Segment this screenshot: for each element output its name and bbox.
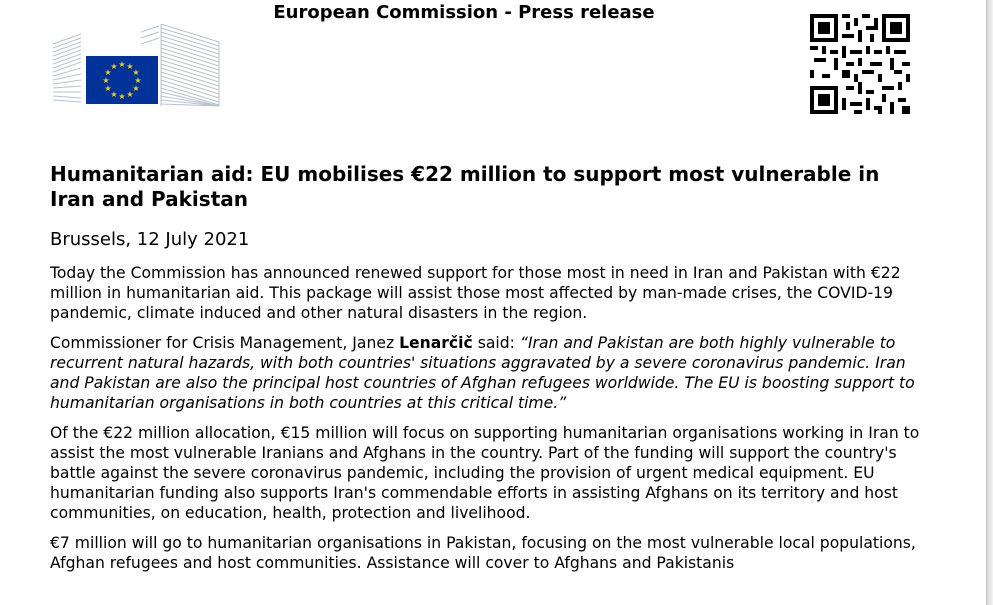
- svg-text:★: ★: [102, 76, 110, 85]
- dateline: Brussels, 12 July 2021: [50, 229, 250, 250]
- svg-text:★: ★: [118, 60, 126, 69]
- svg-text:★: ★: [134, 76, 142, 85]
- paragraph-commissioner-quote: [50, 333, 930, 413]
- svg-text:★: ★: [132, 84, 140, 93]
- svg-text:★: ★: [126, 62, 134, 71]
- svg-text:★: ★: [118, 92, 126, 101]
- european-commission-logo: [51, 24, 221, 108]
- said-text: said:: [472, 334, 520, 352]
- article-body: [50, 263, 930, 583]
- svg-text:★: ★: [132, 68, 140, 77]
- commissioner-name: Lenarčič: [399, 334, 473, 352]
- paragraph-iran-allocation: Of the €22 million allocation, €15 million will focus on supporting humanitarian organisations working in Iran to assist the most vulnerable Iranians and Afghans in the country. Part of the funding will support the country's battle against the severe coronavirus pandemic, including the provision of urgent medical equipment. EU humanitarian funding also supports Iran's commendable efforts in assisting Afghans on its territory and host communities, on education, health, protection and livelihood.: [50, 424, 920, 522]
- page-edge-divider: [986, 0, 993, 605]
- header-title: European Commission - Press release: [273, 2, 655, 23]
- svg-text:★: ★: [110, 62, 118, 71]
- qr-code: [810, 14, 910, 114]
- paragraph-pakistan-allocation: €7 million will go to humanitarian organisations in Pakistan, focusing on the most vulnerable local populations, Afghan refugees and host communities. Assistance will cover to Afghans and Pakistanis: [50, 534, 916, 572]
- svg-text:★: ★: [110, 90, 118, 99]
- paragraph-intro: Today the Commission has announced renewed support for those most in need in Iran and Pakistan with €22 million in humanitarian aid. This package will assist those most affected by man-made crises, the COVID-19 pandemic, climate induced and other natural disasters in the region.: [50, 264, 901, 322]
- svg-text:★: ★: [104, 68, 112, 77]
- quote-intro-text: Commissioner for Crisis Management, Janez: [50, 334, 400, 352]
- svg-text:★: ★: [126, 90, 134, 99]
- press-release-headline: Humanitarian aid: EU mobilises €22 million to support most vulnerable in Iran and Pakistan: [50, 162, 880, 211]
- commissioner-quote: “Iran and Pakistan are both highly vulnerable to recurrent natural hazards, with both countries' situations aggravated by a severe coronavirus pandemic. Iran and Pakistan are also the principal host countries of Afghan refugees worldwide. The EU is boosting support to humanitarian organisations in both countries at this critical time.”: [50, 334, 915, 412]
- svg-text:★: ★: [104, 84, 112, 93]
